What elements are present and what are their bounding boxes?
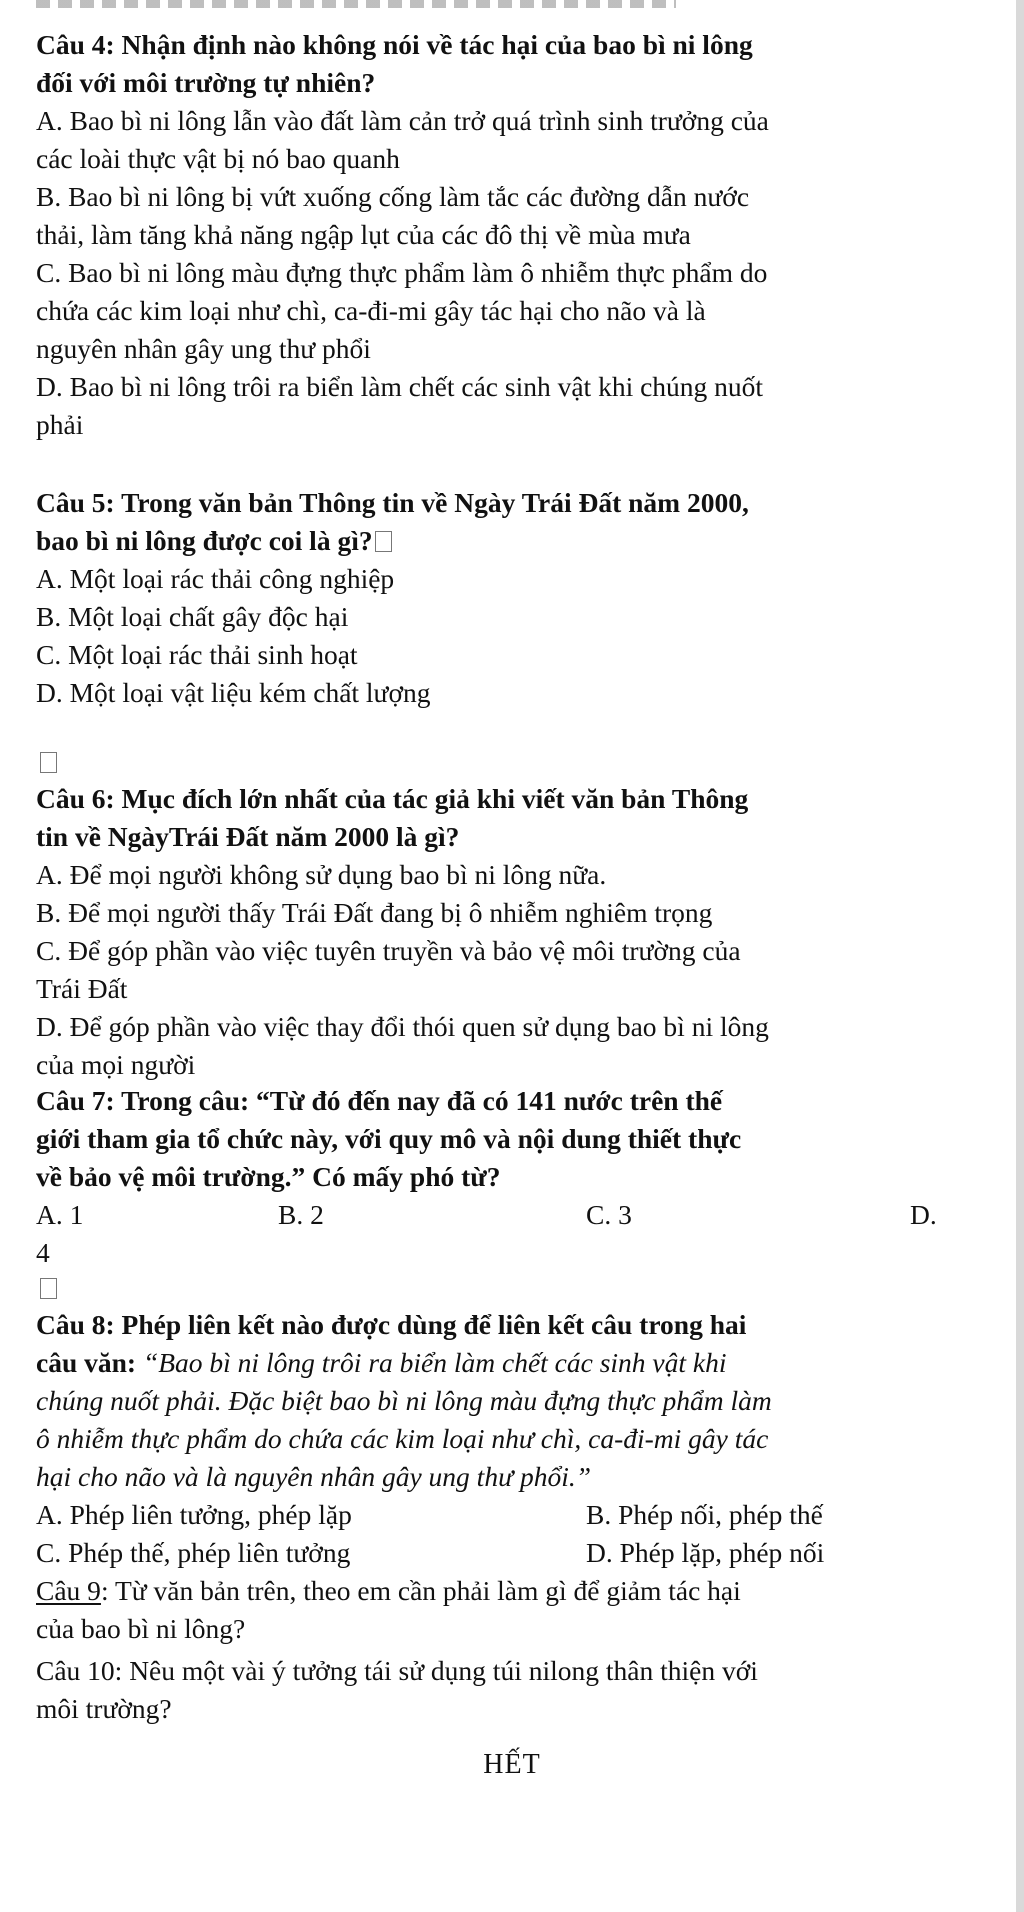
question-8	[36, 1306, 956, 1496]
question-4-title-line-1: Câu 4: Nhận định nào không nói về tác hại của bao bì ni lông	[36, 29, 753, 60]
question-8-quote-line-3: ô nhiễm thực phẩm do chứa các kim loại như chì, ca-đi-mi gây tác	[36, 1423, 769, 1454]
question-5	[36, 484, 956, 712]
question-5-option-a: A. Một loại rác thải công nghiệp	[36, 563, 395, 594]
question-9-label: Câu 9	[36, 1575, 101, 1606]
question-9	[36, 1572, 956, 1648]
question-8-option-c: C. Phép thế, phép liên tưởng	[36, 1537, 351, 1568]
question-5-title-line-2: bao bì ni lông được coi là gì?	[36, 525, 373, 556]
question-6-option-a: A. Để mọi người không sử dụng bao bì ni lông nữa.	[36, 859, 607, 890]
question-5-option-d: D. Một loại vật liệu kém chất lượng	[36, 677, 431, 708]
question-9-line-1: : Từ văn bản trên, theo em cần phải làm gì để giảm tác hại	[100, 1575, 741, 1606]
question-9-line-1-wrap	[36, 1572, 956, 1610]
question-5-option-b: B. Một loại chất gây độc hại	[36, 601, 349, 632]
question-8-title-line-1: Câu 8: Phép liên kết nào được dùng để liên kết câu trong hai	[36, 1309, 747, 1340]
cropped-previous-line	[36, 0, 676, 8]
question-4-option-a-line-1: A. Bao bì ni lông lẫn vào đất làm cản trở quá trình sinh trưởng của	[36, 105, 769, 136]
missing-glyph-box	[40, 1278, 57, 1299]
question-9-line-2: của bao bì ni lông?	[36, 1613, 246, 1644]
question-5-title-line-2-wrap	[36, 522, 956, 560]
question-4	[36, 26, 956, 444]
question-5-option-c: C. Một loại rác thải sinh hoạt	[36, 639, 358, 670]
question-7	[36, 1082, 956, 1196]
question-5-title-line-1: Câu 5: Trong văn bản Thông tin về Ngày Trái Đất năm 2000,	[36, 487, 749, 518]
question-6	[36, 780, 956, 1084]
question-6-title-line-2: tin về NgàyTrái Đất năm 2000 là gì?	[36, 821, 460, 852]
question-4-option-c-line-3: nguyên nhân gây ung thư phổi	[36, 333, 371, 364]
question-8-option-d: D. Phép lặp, phép nối	[586, 1537, 825, 1568]
question-4-option-d-line-2: phải	[36, 409, 84, 440]
question-10-line-1: Câu 10: Nêu một vài ý tưởng tái sử dụng túi nilong thân thiện với	[36, 1655, 758, 1686]
question-6-option-d-line-2: của mọi người	[36, 1049, 196, 1080]
question-7-title-line-3: về bảo vệ môi trường.” Có mấy phó từ?	[36, 1161, 501, 1192]
question-4-option-b-line-2: thải, làm tăng khả năng ngập lụt của các đô thị về mùa mưa	[36, 219, 691, 250]
question-4-option-d-line-1: D. Bao bì ni lông trôi ra biển làm chết các sinh vật khi chúng nuốt	[36, 371, 764, 402]
question-8-option-b: B. Phép nối, phép thế	[586, 1499, 823, 1530]
question-7-option-a: A. 1	[36, 1199, 84, 1230]
end-marker: HẾT	[483, 1749, 541, 1780]
question-10	[36, 1652, 956, 1728]
question-4-option-c-line-1: C. Bao bì ni lông màu đựng thực phẩm làm ô nhiễm thực phẩm do	[36, 257, 768, 288]
question-4-option-b-line-1: B. Bao bì ni lông bị vứt xuống cống làm tắc các đường dẫn nước	[36, 181, 750, 212]
missing-glyph-box	[375, 531, 392, 552]
question-8-title-line-2-wrap	[36, 1344, 956, 1382]
question-7-option-d: D.	[910, 1199, 937, 1230]
question-7-option-b: B. 2	[278, 1199, 324, 1230]
question-8-title-line-2: câu văn:	[36, 1347, 143, 1378]
question-7-title-line-1: Câu 7: Trong câu: “Từ đó đến nay đã có 141 nước trên thế	[36, 1085, 723, 1116]
question-4-option-c-line-2: chứa các kim loại như chì, ca-đi-mi gây tác hại cho não và là	[36, 295, 706, 326]
scan-edge	[1016, 0, 1024, 1912]
question-8-quote-line-4: hại cho não và là nguyên nhân gây ung thư phổi.”	[36, 1461, 592, 1492]
question-7-option-d-value: 4	[36, 1237, 50, 1268]
question-8-quote-line-1: “Bao bì ni lông trôi ra biển làm chết các sinh vật khi	[142, 1347, 727, 1378]
question-7-option-c: C. 3	[586, 1199, 632, 1230]
question-6-option-c-line-1: C. Để góp phần vào việc tuyên truyền và bảo vệ môi trường của	[36, 935, 741, 966]
question-6-title-line-1: Câu 6: Mục đích lớn nhất của tác giả khi viết văn bản Thông	[36, 783, 749, 814]
question-10-line-2: môi trường?	[36, 1693, 172, 1724]
question-6-option-d-line-1: D. Để góp phần vào việc thay đổi thói quen sử dụng bao bì ni lông	[36, 1011, 769, 1042]
question-4-title-line-2: đối với môi trường tự nhiên?	[36, 67, 376, 98]
question-6-option-c-line-2: Trái Đất	[36, 973, 128, 1004]
question-4-option-a-line-2: các loài thực vật bị nó bao quanh	[36, 143, 400, 174]
question-8-quote-line-2: chúng nuốt phải. Đặc biệt bao bì ni lông màu đựng thực phẩm làm	[36, 1385, 772, 1416]
question-6-option-b: B. Để mọi người thấy Trái Đất đang bị ô nhiễm nghiêm trọng	[36, 897, 713, 928]
question-8-option-a: A. Phép liên tưởng, phép lặp	[36, 1499, 352, 1530]
missing-glyph-box	[40, 752, 57, 773]
question-7-title-line-2: giới tham gia tổ chức này, với quy mô và nội dung thiết thực	[36, 1123, 742, 1154]
